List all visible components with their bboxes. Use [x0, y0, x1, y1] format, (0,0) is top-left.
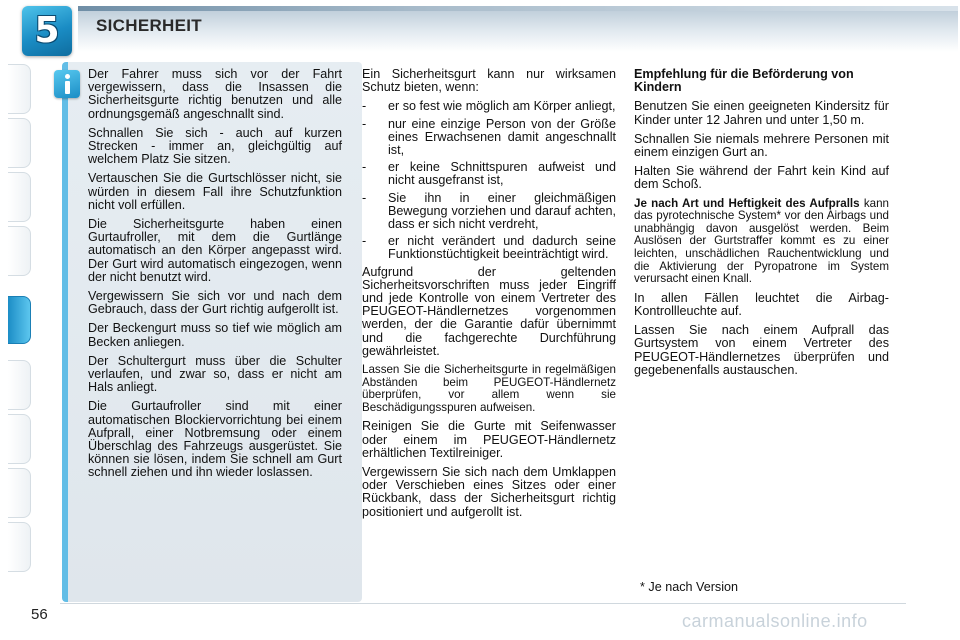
header-band	[78, 6, 958, 52]
list-item-text: Sie ihn in einer gleichmäßigen Bewegung vorziehen und darauf achten, dass er sich nicht verdreht,	[388, 190, 616, 232]
divider	[60, 603, 906, 604]
right-column	[634, 68, 889, 383]
chapter-badge	[22, 6, 72, 56]
page-header	[0, 0, 960, 58]
watermark: carmanualsonline.info	[682, 611, 868, 631]
list-item-text: er so fest wie möglich am Körper anliegt,	[388, 99, 616, 114]
chapter-tab[interactable]	[8, 172, 31, 222]
list-item	[362, 100, 616, 113]
body-paragraph: Halten Sie während der Fahrt kein Kind auf dem Schoß.	[634, 164, 889, 192]
condition-list	[362, 100, 616, 261]
chapter-tab[interactable]	[8, 64, 31, 114]
footnote: * Je nach Version	[640, 580, 739, 594]
body-paragraph: In allen Fällen leuchtet die Airbag-Kontrollleuchte auf.	[634, 290, 889, 318]
chapter-tabs	[0, 60, 34, 580]
list-item-text: nur eine einzige Person von der Größe eines Erwachsenen damit angeschnallt ist,	[388, 116, 616, 158]
page-number: 56	[31, 606, 48, 623]
info-paragraph: Die Gurtaufroller sind mit einer automatischen Blockiervorrichtung bei einem Aufprall, einer Notbremsung oder einem Überschlag des Fahrzeugs ausgerüstet. Sie können sie lösen, indem Sie schnell am Gurt schnell ziehen und ihn wieder loslassen.	[88, 399, 342, 480]
chapter-number: 5	[34, 10, 60, 51]
body-paragraph: Vergewissern Sie sich nach dem Umklappen oder Verschieben eines Sitzes oder einer Rückbank, dass der Sicherheitsgurt richtig positioniert und aufgerollt ist.	[362, 465, 616, 519]
bullet-dash: -	[362, 99, 367, 114]
chapter-title: SICHERHEIT	[96, 16, 202, 35]
info-icon	[54, 70, 80, 98]
middle-column	[362, 68, 616, 525]
bullet-dash: -	[362, 160, 367, 175]
body-paragraph: Lassen Sie nach einem Aufprall das Gurtsystem von einem Vertreter des PEUGEOT-Händlernetzes überprüfen und gegebenenfalls austauschen.	[634, 323, 889, 377]
bullet-dash: -	[362, 190, 367, 205]
chapter-tab[interactable]	[8, 360, 31, 410]
list-item	[362, 161, 616, 187]
info-paragraph: Vertauschen Sie die Gurtschlösser nicht, sie würden in diesem Fall ihre Schutzfunktion nicht voll erfüllen.	[88, 171, 342, 212]
list-item	[362, 235, 616, 261]
body-paragraph: Benutzen Sie einen geeigneten Kindersitz für Kinder unter 12 Jahren und unter 1,50 m.	[634, 99, 889, 127]
body-paragraph: Reinigen Sie die Gurte mit Seifenwasser oder einem im PEUGEOT-Händlernetz erhältlichen Textilreiniger.	[362, 419, 616, 460]
chapter-tab[interactable]	[8, 414, 31, 464]
chapter-tab[interactable]	[8, 522, 31, 572]
intro-paragraph: Ein Sicherheitsgurt kann nur wirksamen Schutz bieten, wenn:	[362, 67, 616, 95]
bullet-dash: -	[362, 234, 367, 249]
chapter-tab[interactable]	[8, 226, 31, 276]
list-item-text: er keine Schnittspuren aufweist und nicht ausgefranst ist,	[388, 160, 616, 188]
bold-lead: Je nach Art und Heftigkeit des Aufpralls	[634, 196, 860, 210]
chapter-tab[interactable]	[8, 468, 31, 518]
body-paragraph: Schnallen Sie niemals mehrere Personen mit einem einzigen Gurt an.	[634, 131, 889, 160]
info-paragraph: Der Fahrer muss sich vor der Fahrt vergewissern, dass die Insassen die Sicherheitsgurte richtig benutzen und alle ordnungsgemäß angeschnallt sind.	[88, 67, 342, 121]
info-paragraph: Die Sicherheitsgurte haben einen Gurtaufroller, mit dem die Gurtlänge automatisch an den Körper angepasst wird. Der Gurt wird automatisch eingezogen, wenn der nicht benutzt wird.	[88, 217, 342, 284]
list-item-text: er nicht verändert und dadurch seine Funktionstüchtigkeit beeinträchtigt wird.	[388, 234, 616, 262]
info-paragraph: Schnallen Sie sich - auch auf kurzen Strecken - immer an, gleichgültig auf welchem Platz Sie sitzen.	[88, 125, 342, 167]
list-item	[362, 192, 616, 232]
body-paragraph: Aufgrund der geltenden Sicherheitsvorschriften muss jeder Eingriff und jede Kontrolle von einem Vertreter des PEUGEOT-Händlernetzes vorgenommen werden, der die Garantie dafür übernimmt und die fachgerechte Durchführung gewährleistet.	[362, 264, 616, 358]
chapter-tab[interactable]	[8, 118, 31, 168]
info-paragraph: Der Beckengurt muss so tief wie möglich am Becken anliegen.	[88, 321, 342, 349]
chapter-tab-active[interactable]	[8, 296, 31, 344]
body-paragraph: Lassen Sie die Sicherheitsgurte in regelmäßigen Abständen beim PEUGEOT-Händlernetz überprüfen, vor allem wenn sie Beschädigungsspuren aufweisen.	[362, 363, 616, 414]
section-heading: Empfehlung für die Beförderung von Kindern	[634, 67, 854, 95]
info-paragraph: Der Schultergurt muss über die Schulter verlaufen, und zwar so, dass er nicht am Hals anliegt.	[88, 353, 342, 395]
info-column	[88, 68, 342, 486]
bullet-dash: -	[362, 116, 367, 131]
body-paragraph	[634, 198, 889, 286]
paragraph-rest: kann das pyrotechnische System* vor den Airbags und unabhängig davon ausgelöst werden. Beim Auslösen der Gurtstraffer kommt es zu einer leichten, unschädlichen Rauchentwicklung und die Aktivierung der Pyropatrone im System verursacht einen Knall.	[634, 196, 889, 286]
list-item	[362, 118, 616, 158]
info-paragraph: Vergewissern Sie sich vor und nach dem Gebrauch, dass der Gurt richtig aufgerollt ist.	[88, 289, 342, 317]
